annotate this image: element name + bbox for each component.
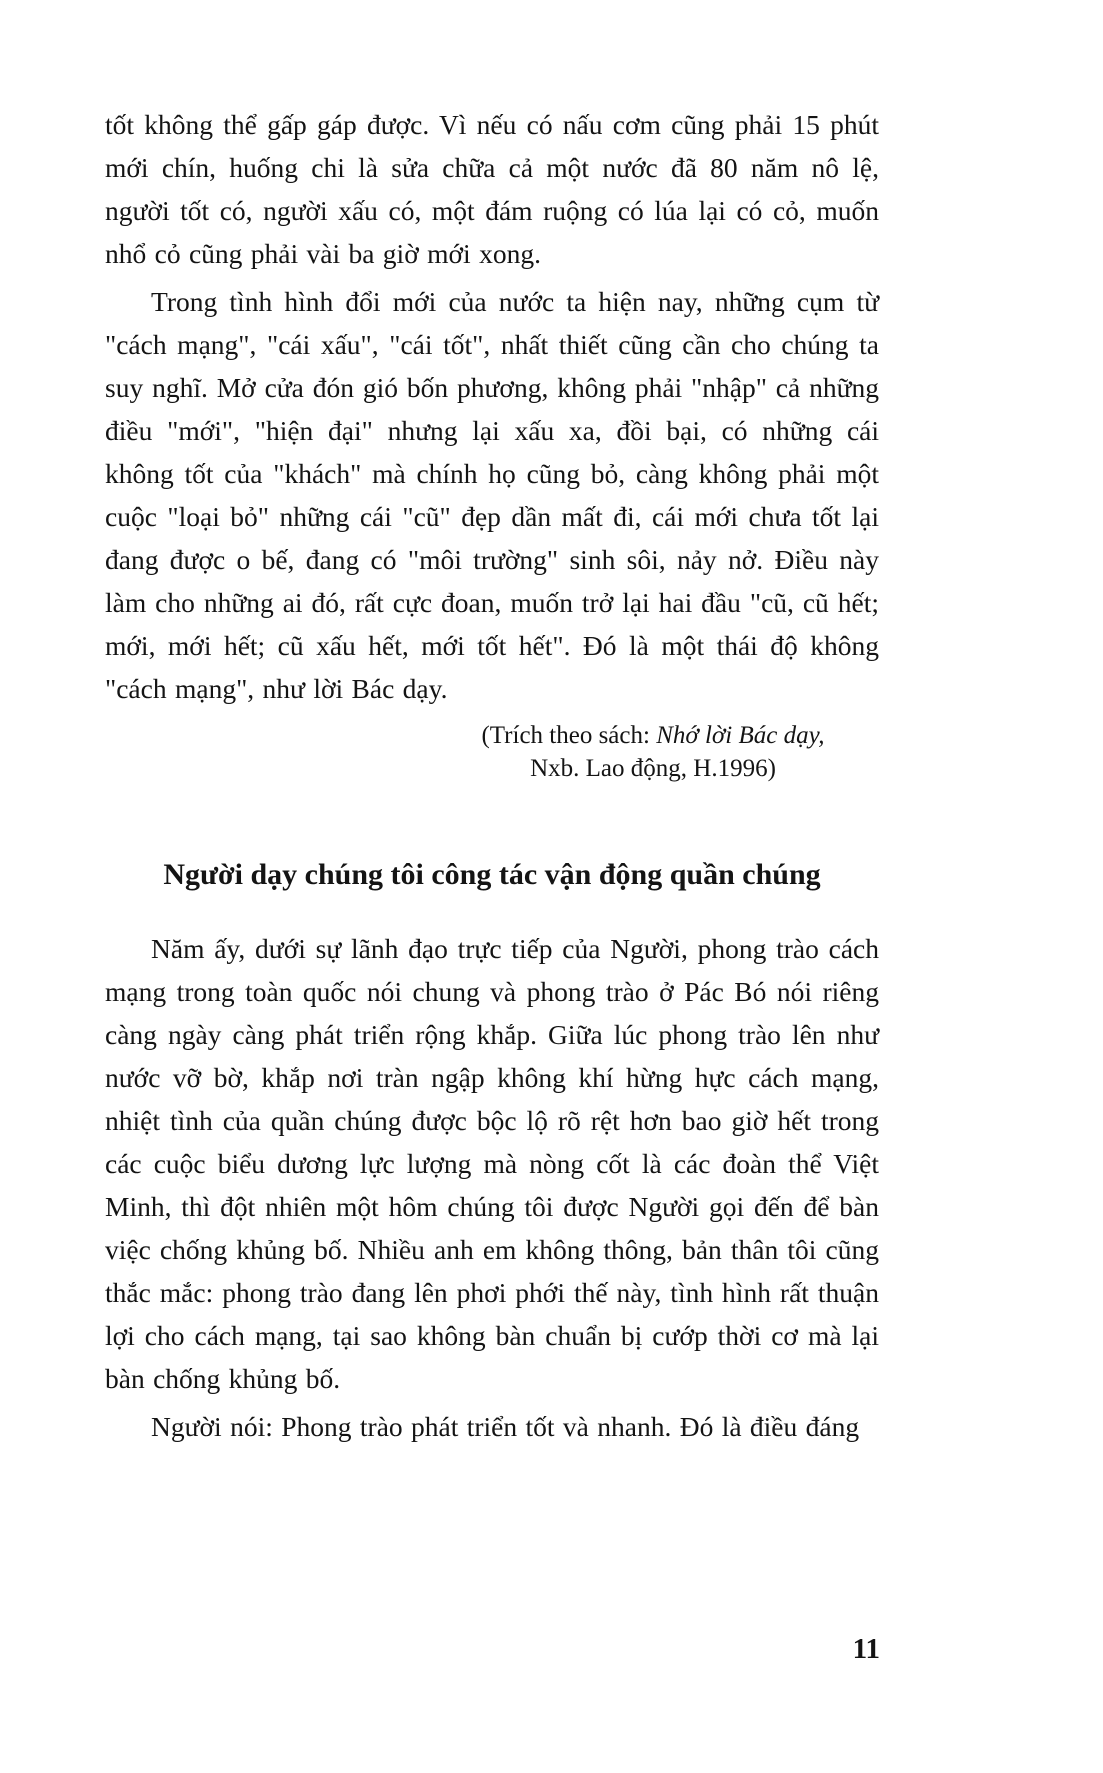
- citation-book-title: Nhớ lời Bác dạy,: [656, 722, 825, 749]
- paragraph: Trong tình hình đổi mới của nước ta hiện nay, những cụm từ "cách mạng", "cái xấu", "cái tốt", nhất thiết cũng cần cho chúng ta suy nghĩ. Mở cửa đón gió bốn phương, không phải "nhập" cả những điều "mới", "hiện đại" nhưng lại xấu xa, đồi bại, có những cái không tốt của "khách" mà chính họ cũng bỏ, càng không phải một cuộc "loại bỏ" những cái "cũ" đẹp dần mất đi, cái mới chưa tốt lại đang được o bế, đang có "môi trường" sinh sôi, nảy nở. Điều này làm cho những ai đó, rất cực đoan, muốn trở lại hai đầu "cũ, cũ hết; mới, mới hết; cũ xấu hết, mới tốt hết". Đó là một thái độ không "cách mạng", như lời Bác dạy.: [105, 286, 879, 704]
- paragraph: Năm ấy, dưới sự lãnh đạo trực tiếp của Người, phong trào cách mạng trong toàn quốc nói chung và phong trào ở Pác Bó nói riêng càng ngày càng phát triển rộng khắp. Giữa lúc phong trào lên như nước vỡ bờ, khắp nơi tràn ngập không khí hừng hực cách mạng, nhiệt tình của quần chúng được bộc lộ rõ rệt hơn bao giờ hết trong các cuộc biểu dương lực lượng mà nòng cốt là các đoàn thể Việt Minh, thì đột nhiên một hôm chúng tôi được Người gọi đến để bàn việc chống khủng bố. Nhiều anh em không thông, bản thân tôi cũng thắc mắc: phong trào đang lên phơi phới thế này, tình hình rất thuận lợi cho cách mạng, tại sao không bàn chuẩn bị cướp thời cơ mà lại bàn chống khủng bố.: [105, 933, 879, 1394]
- paragraph: Người nói: Phong trào phát triển tốt và nhanh. Đó là điều đáng: [151, 1411, 860, 1442]
- citation-prefix: (Trích theo sách:: [481, 722, 657, 749]
- page-content: [105, 103, 879, 1448]
- page-number: 11: [852, 1633, 880, 1665]
- paragraph-continuation: tốt không thể gấp gáp được. Vì nếu có nấu cơm cũng phải 15 phút mới chín, huống chi là sửa chữa cả một nước đã 80 năm nô lệ, người tốt có, người xấu có, một đám ruộng có lúa lại có cỏ, muốn nhổ cỏ cũng phải vài ba giờ mới xong.: [105, 109, 879, 269]
- source-citation: [423, 719, 883, 785]
- citation-publisher: Nxb. Lao động, H.1996): [530, 755, 776, 782]
- section-title: Người dạy chúng tôi công tác vận động quần chúng: [163, 858, 821, 891]
